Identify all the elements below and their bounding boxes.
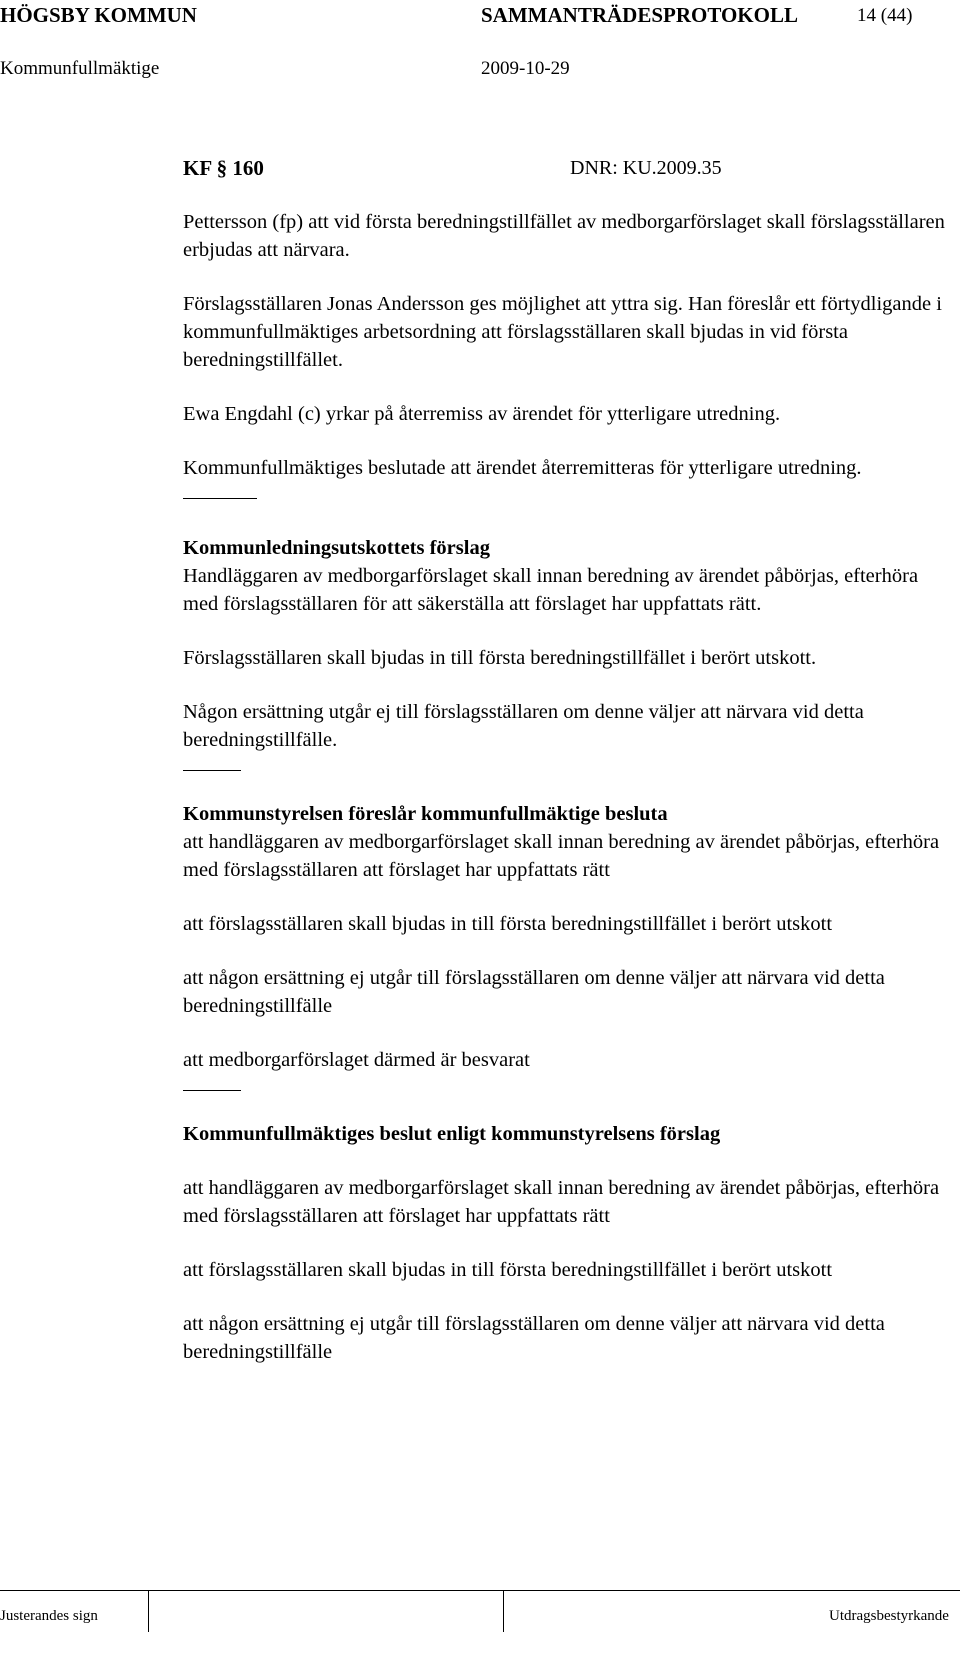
case-dnr: DNR: KU.2009.35 [570, 157, 722, 179]
signature-box-divider [148, 1590, 149, 1632]
paragraph: Förslagsställaren skall bjudas in till första beredningstillfället i berört utskott. [183, 647, 817, 669]
paragraph: Förslagsställaren Jonas Andersson ges möjlighet att yttra sig. Han föreslår ett förtydligande i kommunfullmäktiges arbetsordning att förslagsställaren skall bjudas in vid första beredningstillfället. [183, 293, 942, 371]
paragraph: Pettersson (fp) att vid första beredningstillfället av medborgarförslaget skall förslagsställaren erbjudas att närvara. [183, 211, 945, 261]
meeting-body: Kommunfullmäktige [0, 58, 160, 79]
paragraph: Någon ersättning utgår ej till förslagsställaren om denne väljer att närvara vid detta beredningstillfälle. [183, 701, 864, 751]
footer-certification-label: Utdragsbestyrkande [829, 1608, 949, 1624]
page-number: 14 (44) [857, 5, 913, 26]
document-type: SAMMANTRÄDESPROTOKOLL [481, 3, 798, 27]
paragraph: Kommunfullmäktiges beslutade att ärendet återremitteras för ytterligare utredning. [183, 457, 862, 479]
document-body [183, 208, 953, 1366]
section-heading: Kommunfullmäktiges beslut enligt kommunstyrelsens förslag [183, 1123, 721, 1145]
meeting-date: 2009-10-29 [481, 58, 570, 79]
section-divider [183, 770, 241, 772]
footer-rule [0, 1590, 960, 1591]
paragraph: att någon ersättning ej utgår till förslagsställaren om denne väljer att närvara vid detta beredningstillfälle [183, 1313, 885, 1363]
paragraph: att handläggaren av medborgarförslaget skall innan beredning av ärendet påbörjas, efterhöra med förslagsställaren att förslaget har uppfattats rätt [183, 831, 940, 881]
section-divider [183, 498, 257, 500]
page-footer [0, 1590, 960, 1674]
footer-signature-label: Justerandes sign [0, 1608, 98, 1624]
paragraph: att handläggaren av medborgarförslaget skall innan beredning av ärendet påbörjas, efterhöra med förslagsställaren att förslaget har uppfattats rätt [183, 1177, 940, 1227]
paragraph: att förslagsställaren skall bjudas in till första beredningstillfället i berört utskott [183, 913, 833, 935]
signature-box-divider [503, 1590, 504, 1632]
section-heading: Kommunledningsutskottets förslag [183, 537, 490, 559]
section-heading: Kommunstyrelsen föreslår kommunfullmäktige besluta [183, 803, 668, 825]
section-divider [183, 1090, 241, 1092]
case-number: KF § 160 [183, 156, 264, 180]
paragraph: Handläggaren av medborgarförslaget skall innan beredning av ärendet påbörjas, efterhöra med förslagsställaren för att säkerställa att förslaget har uppfattats rätt. [183, 565, 919, 615]
paragraph: att förslagsställaren skall bjudas in till första beredningstillfället i berört utskott [183, 1259, 833, 1281]
organization-name: HÖGSBY KOMMUN [0, 3, 197, 27]
paragraph: Ewa Engdahl (c) yrkar på återremiss av ärendet för ytterligare utredning. [183, 403, 781, 425]
paragraph: att medborgarförslaget därmed är besvarat [183, 1049, 530, 1071]
paragraph: att någon ersättning ej utgår till förslagsställaren om denne väljer att närvara vid detta beredningstillfälle [183, 967, 885, 1017]
